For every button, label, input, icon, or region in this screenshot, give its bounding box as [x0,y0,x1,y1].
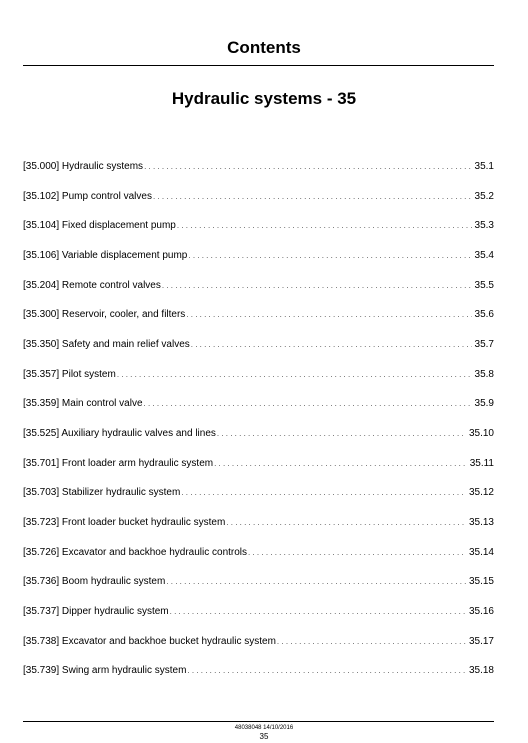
dot-leader [162,279,472,293]
toc-entry[interactable] [23,427,494,457]
dot-leader [170,605,466,619]
toc-entry-label: [35.104] Fixed displacement pump [23,220,176,232]
toc-entry-page: 35.14 [468,546,494,558]
toc-entry-page: 35.12 [468,487,494,499]
toc-entry-label: [35.738] Excavator and backhoe bucket hydraulic system [23,635,276,647]
dot-leader [144,397,472,411]
toc-entry-page: 35.13 [468,516,494,528]
dot-leader [191,338,472,352]
toc-entry-page: 35.9 [474,398,494,410]
toc-entry-label: [35.701] Front loader arm hydraulic system [23,457,214,469]
toc-entry-page: 35.15 [468,576,494,588]
toc-entry-page: 35.10 [468,427,494,439]
toc-entry-label: [35.723] Front loader bucket hydraulic system [23,516,226,528]
dot-leader [188,249,471,263]
toc-entry-label: [35.300] Reservoir, cooler, and filters [23,309,186,321]
toc-entry[interactable] [23,486,494,516]
toc-entry-page: 35.18 [468,665,494,677]
toc-entry-label: [35.736] Boom hydraulic system [23,576,166,588]
toc-entry-label: [35.737] Dipper hydraulic system [23,605,169,617]
dot-leader [177,219,472,233]
dot-leader [226,516,466,530]
dot-leader [277,635,466,649]
dot-leader [117,368,472,382]
toc-entry-label: [35.525] Auxiliary hydraulic valves and lines [23,427,216,439]
toc-entry-page: 35.1 [474,161,494,172]
toc-entry[interactable] [23,338,494,368]
toc-entry-label: [35.204] Remote control valves [23,279,161,291]
toc-entry[interactable] [23,397,494,427]
header-divider [23,65,494,66]
section-title: Hydraulic systems - 35 [171,89,357,108]
toc-entry[interactable] [23,308,494,338]
toc-entry-page: 35.16 [468,605,494,617]
toc-entry[interactable] [23,160,494,190]
toc-entry-label: [35.739] Swing arm hydraulic system [23,665,187,677]
dot-leader [187,664,466,678]
dot-leader [166,575,466,589]
toc-entry-page: 35.4 [474,249,494,261]
table-of-contents [23,160,494,694]
toc-entry[interactable] [23,575,494,605]
dot-leader [186,308,471,322]
toc-entry[interactable] [23,219,494,249]
toc-entry[interactable] [23,635,494,665]
toc-entry-label: [35.703] Stabilizer hydraulic system [23,487,181,499]
toc-entry[interactable] [23,368,494,398]
toc-entry[interactable] [23,249,494,279]
toc-entry[interactable] [23,546,494,576]
toc-entry[interactable] [23,279,494,309]
toc-entry-label: [35.357] Pilot system [23,368,116,380]
toc-entry-label: [35.106] Variable displacement pump [23,249,188,261]
toc-entry[interactable] [23,457,494,487]
toc-entry-label: [35.000] Hydraulic systems [23,161,144,172]
dot-leader [153,190,472,204]
toc-entry-page: 35.5 [474,279,494,291]
dot-leader [214,457,467,471]
page-number: 35 [259,732,269,741]
toc-entry[interactable] [23,190,494,220]
toc-entry-page: 35.11 [469,457,494,469]
dot-leader [144,160,471,174]
toc-entry[interactable] [23,605,494,635]
toc-entry-label: [35.350] Safety and main relief valves [23,338,190,350]
toc-entry[interactable] [23,664,494,694]
dot-leader [217,427,466,441]
toc-entry-page: 35.2 [474,190,494,202]
toc-entry-label: [35.726] Excavator and backhoe hydraulic controls [23,546,248,558]
document-id: 48038048 14/10/2016 [234,725,294,731]
toc-entry-page: 35.17 [468,635,494,647]
toc-entry-label: [35.102] Pump control valves [23,190,152,202]
toc-entry-page: 35.6 [474,309,494,321]
dot-leader [248,546,466,560]
toc-entry-page: 35.7 [474,338,494,350]
page-title: Contents [227,38,301,57]
toc-entry[interactable] [23,516,494,546]
toc-entry-label: [35.359] Main control valve [23,398,143,410]
dot-leader [181,486,466,500]
toc-entry-page: 35.3 [474,220,494,232]
toc-entry-page: 35.8 [474,368,494,380]
footer-divider [23,721,494,722]
